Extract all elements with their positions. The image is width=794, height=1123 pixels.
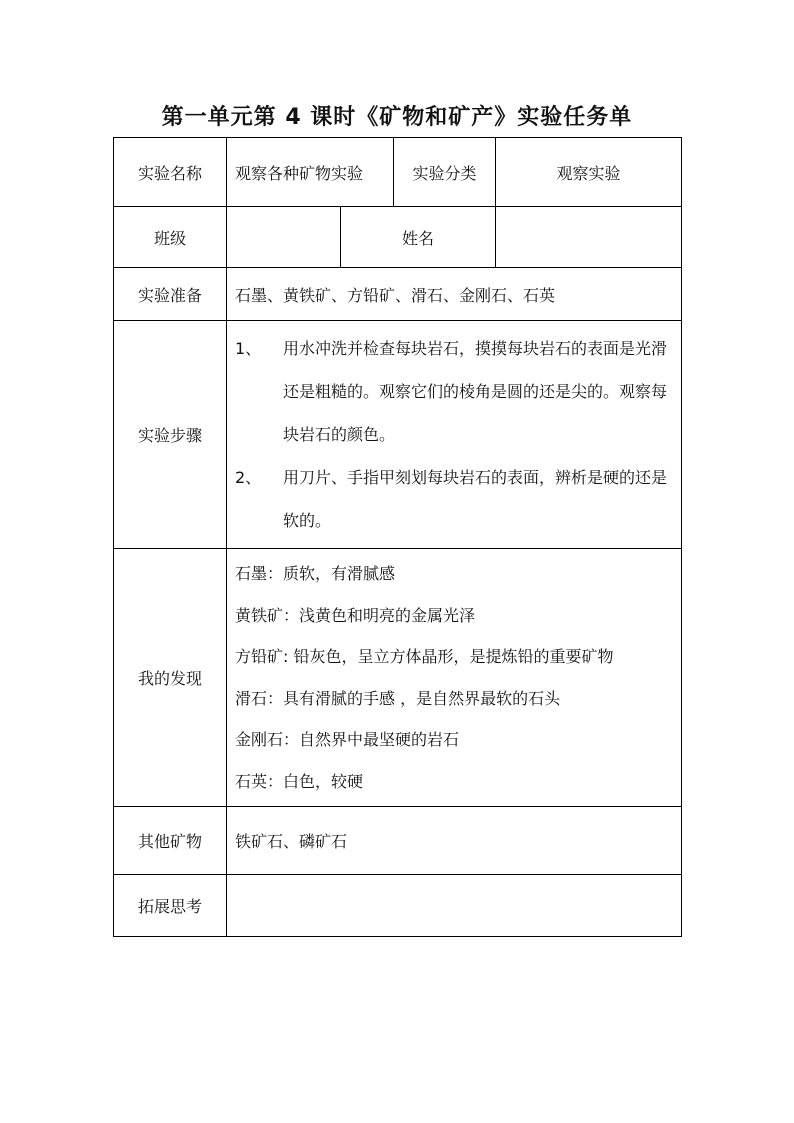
- finding-item: 金刚石：自然界中最坚硬的岩石: [235, 730, 460, 749]
- finding-item: 方铅矿: 铅灰色，呈立方体晶形，是提炼铅的重要矿物: [235, 647, 614, 666]
- experiment-type-label: 实验分类: [394, 138, 496, 207]
- extended-thinking-label: 拓展思考: [114, 875, 227, 937]
- preparation-label: 实验准备: [114, 268, 227, 321]
- finding-item: 石英：白色，较硬: [235, 771, 364, 791]
- class-value-field[interactable]: [227, 207, 341, 268]
- page-title: 第一单元第 4 课时《矿物和矿产》实验任务单: [161, 105, 633, 130]
- row-steps: [114, 321, 682, 549]
- experiment-name-value: 观察各种矿物实验: [227, 138, 394, 207]
- step-item: [235, 456, 675, 542]
- row-other-minerals: [114, 807, 682, 875]
- findings-content: [227, 549, 682, 807]
- findings-label: 我的发现: [114, 549, 227, 807]
- experiment-type-value: 观察实验: [496, 138, 682, 207]
- row-extended-thinking: [114, 875, 682, 937]
- step-number: 1、: [235, 339, 262, 358]
- experiment-name-label: 实验名称: [114, 138, 227, 207]
- finding-item: 滑石：具有滑腻的手感 ，是自然界最软的石头: [235, 688, 561, 708]
- step-text: 用水冲洗并检查每块岩石，摸摸每块岩石的表面是光滑还是粗糙的。观察它们的棱角是圆的还是尖的。观察每块岩石的颜色。: [283, 339, 668, 444]
- row-preparation: [114, 268, 682, 321]
- step-item: [235, 327, 675, 456]
- row-findings: [114, 549, 682, 807]
- row-experiment-name: [114, 138, 682, 207]
- other-minerals-value: 铁矿石、磷矿石: [227, 807, 682, 875]
- steps-content: [227, 321, 682, 549]
- preparation-value: 石墨、黄铁矿、方铅矿、滑石、金刚石、石英: [227, 268, 682, 321]
- task-sheet-table: [113, 137, 682, 937]
- finding-item: 黄铁矿：浅黄色和明亮的金属光泽: [235, 605, 476, 625]
- finding-item: 石墨：质软，有滑腻感: [235, 564, 396, 583]
- steps-label: 实验步骤: [114, 321, 227, 549]
- student-name-label: 姓名: [341, 207, 496, 268]
- extended-thinking-field[interactable]: [227, 875, 682, 937]
- class-label: 班级: [114, 207, 227, 268]
- student-name-field[interactable]: [496, 207, 682, 268]
- step-text: 用刀片、手指甲刻划每块岩石的表面，辨析是硬的还是软的。: [283, 468, 668, 530]
- row-class-name: [114, 207, 682, 268]
- step-number: 2、: [235, 468, 262, 487]
- other-minerals-label: 其他矿物: [114, 807, 227, 875]
